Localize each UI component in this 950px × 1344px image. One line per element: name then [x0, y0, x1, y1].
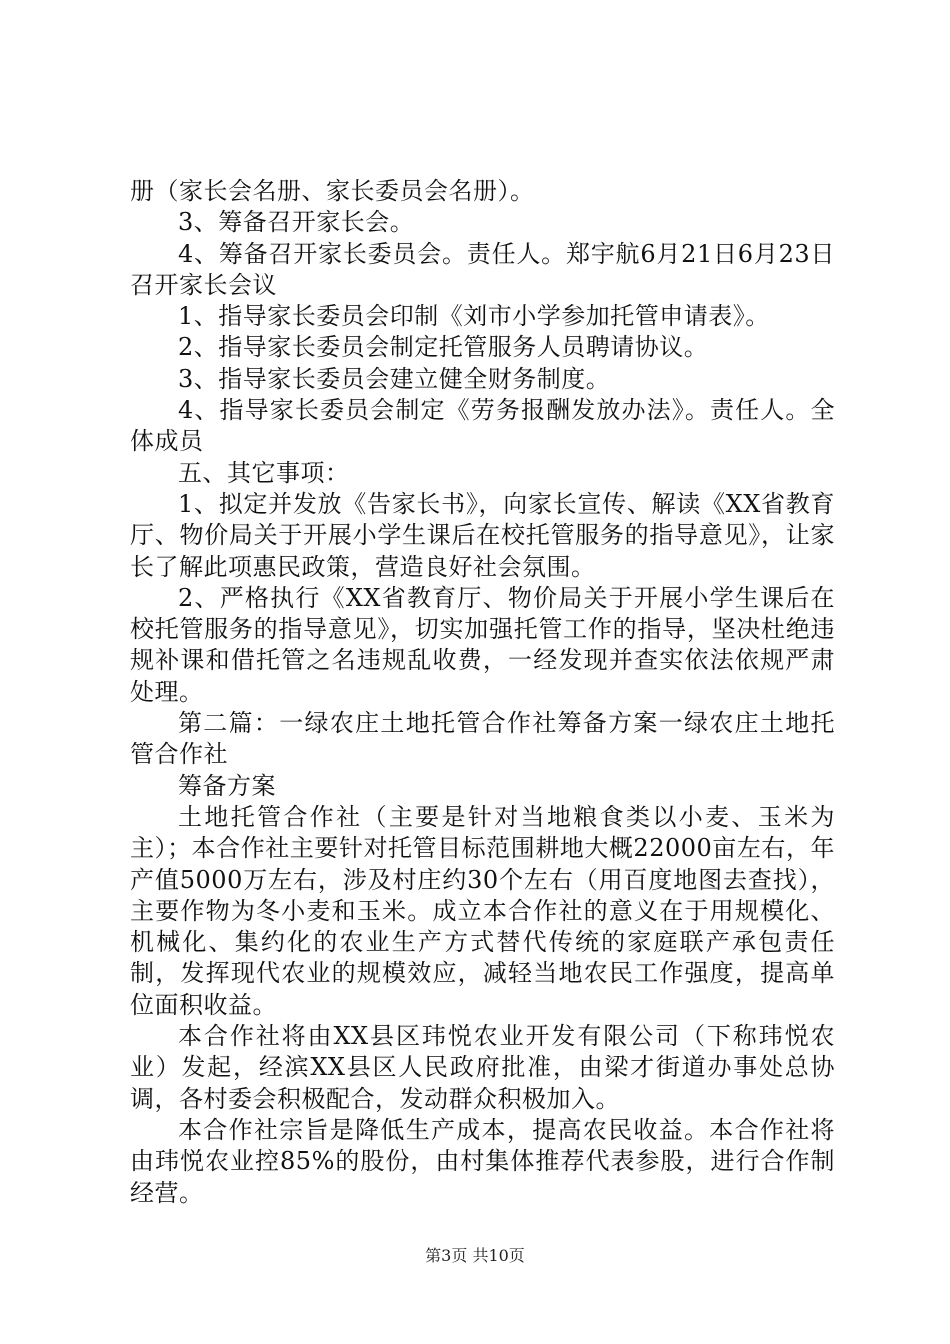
paragraph-3: 4、筹备召开家长委员会。责任人。郑宇航6月21日6月23日召开家长会议 — [130, 239, 835, 299]
paragraph-4: 1、指导家长委员会印制《刘市小学参加托管申请表》。 — [178, 302, 770, 331]
document-body — [130, 176, 835, 1209]
paragraph-10: 2、严格执行《XX省教育厅、物价局关于开展小学生课后在校托管服务的指导意见》，切实加强托管工作的指导，坚决杜绝违规补课和借托管之名违规乱收费，一经发现并查实依法依规严肃处理。 — [130, 583, 835, 706]
section-heading-other-matters: 五、其它事项： — [178, 458, 350, 487]
paragraph-2: 3、筹备召开家长会。 — [178, 208, 415, 237]
chapter-heading-part-two: 第二篇：一绿农庄土地托管合作社筹备方案一绿农庄土地托管合作社 — [130, 709, 835, 769]
paragraph-6: 3、指导家长委员会建立健全财务制度。 — [178, 364, 611, 393]
subheading-plan: 筹备方案 — [178, 771, 276, 800]
paragraph-14: 本合作社将由XX县区玮悦农业开发有限公司（下称玮悦农业）发起，经滨XX县区人民政府批准，由梁才街道办事处总协调，各村委会积极配合，发动群众积极加入。 — [130, 1022, 835, 1113]
paragraph-7: 4、指导家长委员会制定《劳务报酬发放办法》。责任人。全体成员 — [130, 396, 835, 456]
paragraph-1: 册（家长会名册、家长委员会名册）。 — [130, 177, 535, 205]
paragraph-15: 本合作社宗旨是降低生产成本，提高农民收益。本合作社将由玮悦农业控85%的股份，由村集体推荐代表参股，进行合作制经营。 — [130, 1115, 835, 1207]
paragraph-13: 土地托管合作社（主要是针对当地粮食类以小麦、玉米为主）；本合作社主要针对托管目标范围耕地大概22000亩左右，年产值5000万左右，涉及村庄约30个左右（用百度地图去查找），主要作物为冬小麦和玉米。成立本合作社的意义在于用规模化、机械化、集约化的农业生产方式替代传统的家庭联产承包责任制，发挥现代农业的规模效应，减轻当地农民工作强度，提高单位面积收益。 — [130, 802, 835, 1019]
page-number-footer: 第3页 共10页 — [425, 1246, 525, 1265]
paragraph-5: 2、指导家长委员会制定托管服务人员聘请协议。 — [178, 333, 709, 362]
paragraph-9: 1、拟定并发放《告家长书》，向家长宣传、解读《XX省教育厅、物价局关于开展小学生课后在校托管服务的指导意见》，让家长了解此项惠民政策，营造良好社会氛围。 — [130, 489, 835, 581]
